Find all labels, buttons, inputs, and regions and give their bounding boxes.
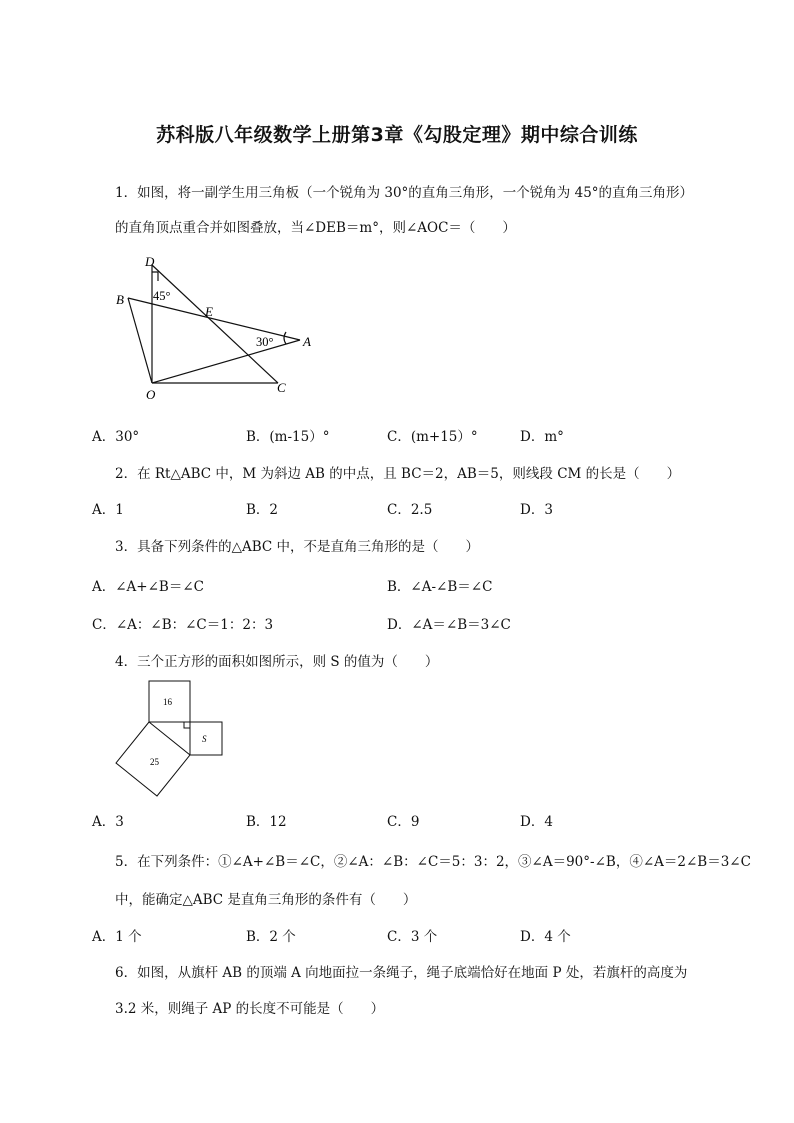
q5-stem-line2: 中，能确定△ABC 是直角三角形的条件有（ ） bbox=[115, 892, 417, 908]
q3-option-c[interactable]: C．∠A：∠B：∠C＝1：2：3 bbox=[92, 617, 274, 633]
q6-stem-line2: 3.2 米，则绳子 AP 的长度不可能是（ ） bbox=[115, 1001, 385, 1017]
label-angle-45: 45° bbox=[153, 289, 171, 303]
right-angle-mark bbox=[184, 722, 190, 728]
segment-OA bbox=[152, 340, 300, 383]
right-angle-mark-D bbox=[152, 272, 158, 281]
q1-option-d[interactable]: D．m° bbox=[520, 429, 564, 445]
label-E: E bbox=[205, 304, 213, 319]
q4-figure bbox=[112, 675, 227, 800]
q6-stem-line1: 6．如图，从旗杆 AB 的顶端 A 向地面拉一条绳子，绳子底端恰好在地面 P 处，若旗杆的高度为 bbox=[115, 965, 688, 981]
q1-figure bbox=[112, 250, 322, 405]
label-B: B bbox=[116, 292, 124, 307]
q1-option-a[interactable]: A．30° bbox=[92, 429, 140, 445]
document-title: 苏科版八年级数学上册第3章《勾股定理》期中综合训练 bbox=[156, 124, 638, 146]
label-area-16: 16 bbox=[163, 697, 172, 707]
angle-arc-A bbox=[284, 332, 286, 344]
q4-option-c[interactable]: C．9 bbox=[387, 814, 420, 830]
q2-option-a[interactable]: A．1 bbox=[92, 502, 124, 518]
q2-option-b[interactable]: B．2 bbox=[246, 502, 279, 518]
q4-option-b[interactable]: B．12 bbox=[246, 814, 287, 830]
q4-option-d[interactable]: D．4 bbox=[520, 814, 553, 830]
q4-option-a[interactable]: A．3 bbox=[92, 814, 124, 830]
q1-option-c[interactable]: C．(m+15）° bbox=[387, 429, 478, 445]
q1-option-b[interactable]: B．(m-15）° bbox=[246, 429, 330, 445]
q5-option-a[interactable]: A．1 个 bbox=[92, 929, 142, 945]
q2-option-d[interactable]: D．3 bbox=[520, 502, 553, 518]
q1-stem-line1: 1．如图，将一副学生用三角板（一个锐角为 30°的直角三角形，一个锐角为 45°的直角三角形） bbox=[115, 185, 694, 201]
segment-BO bbox=[128, 298, 152, 383]
label-angle-30: 30° bbox=[256, 335, 274, 349]
q5-option-d[interactable]: D．4 个 bbox=[520, 929, 571, 945]
q3-option-a[interactable]: A．∠A+∠B＝∠C bbox=[92, 579, 204, 595]
label-area-s: S bbox=[202, 734, 207, 744]
q1-stem-line2: 的直角顶点重合并如图叠放，当∠DEB＝m°，则∠AOC＝（ ） bbox=[115, 220, 516, 236]
q2-option-c[interactable]: C．2.5 bbox=[387, 502, 433, 518]
q3-stem: 3．具备下列条件的△ABC 中，不是直角三角形的是（ ） bbox=[115, 539, 480, 555]
q5-option-c[interactable]: C．3 个 bbox=[387, 929, 438, 945]
label-O: O bbox=[146, 387, 156, 402]
q4-stem: 4．三个正方形的面积如图所示，则 S 的值为（ ） bbox=[115, 654, 439, 670]
label-A: A bbox=[303, 334, 311, 349]
q5-stem-line1: 5．在下列条件：①∠A+∠B＝∠C，②∠A：∠B：∠C＝5：3：2，③∠A＝90°-∠B，④∠A＝2∠B＝3∠C bbox=[115, 854, 751, 870]
label-C: C bbox=[277, 380, 286, 395]
q3-option-b[interactable]: B．∠A-∠B＝∠C bbox=[387, 579, 493, 595]
q5-option-b[interactable]: B．2 个 bbox=[246, 929, 296, 945]
q2-stem: 2．在 Rt△ABC 中，M 为斜边 AB 的中点，且 BC＝2，AB＝5，则线段 CM 的长是（ ） bbox=[115, 466, 681, 482]
segment-BA bbox=[128, 298, 300, 340]
label-D: D bbox=[145, 254, 155, 269]
label-area-25: 25 bbox=[150, 757, 159, 767]
q3-option-d[interactable]: D．∠A＝∠B＝3∠C bbox=[387, 617, 511, 633]
